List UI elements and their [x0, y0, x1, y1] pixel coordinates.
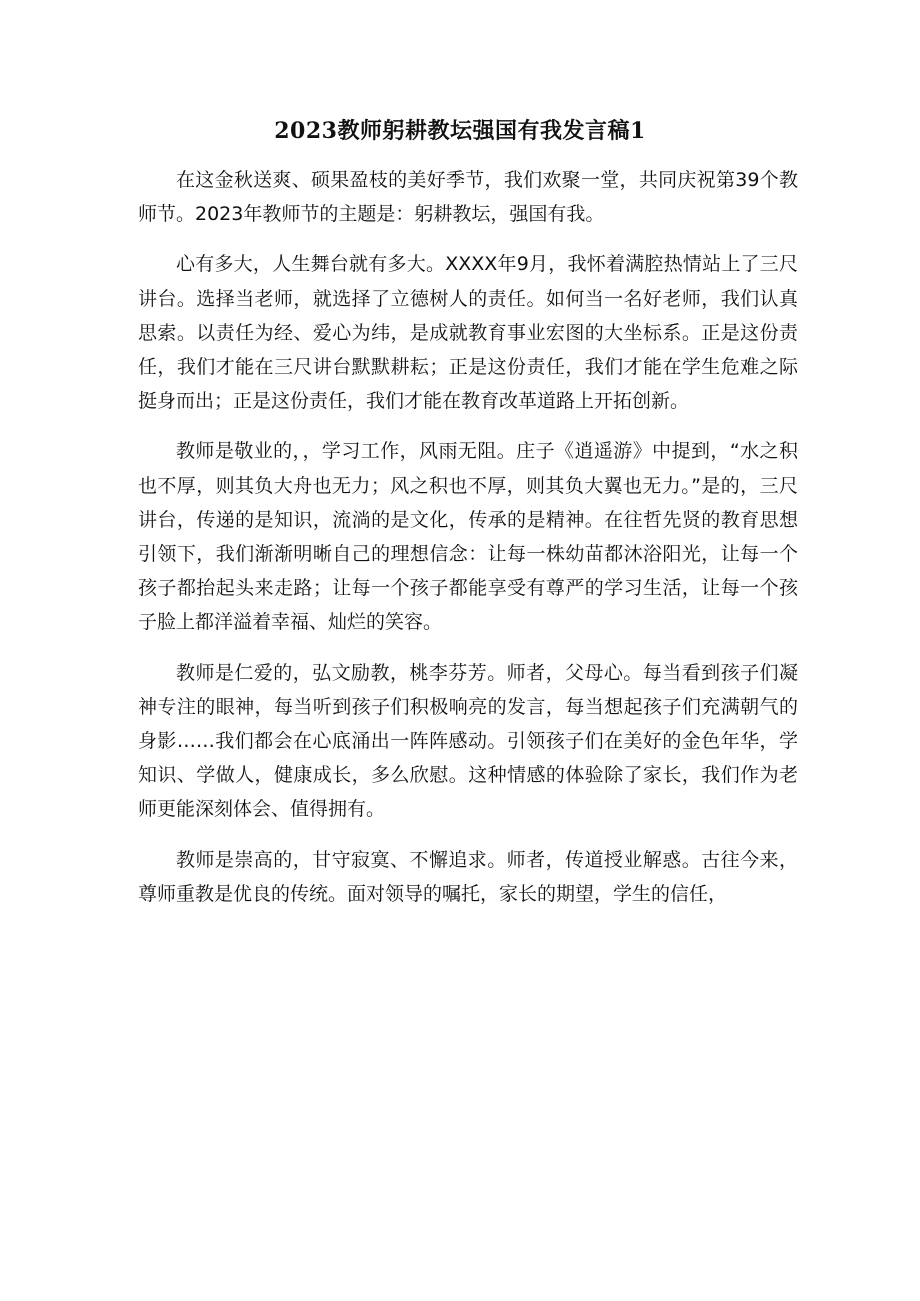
paragraph-2: 心有多大，人生舞台就有多大。XXXX年9月，我怀着满腔热情站上了三尺讲台。选择当老师，就选择了立德树人的责任。如何当一名好老师，我们认真思索。以责任为经、爱心为纬，是成就教育事业宏图的大坐标系。正是这份责任，我们才能在三尺讲台默默耕耘；正是这份责任，我们才能在学生危难之际挺身而出；正是这份责任，我们才能在教育改革道路上开拓创新。 — [138, 253, 798, 413]
paragraph-1: 在这金秋送爽、硕果盈枝的美好季节，我们欢聚一堂，共同庆祝第39个教师节。2023年教师节的主题是：躬耕教坛，强国有我。 — [138, 169, 798, 226]
document-title: 2023教师躬耕教坛强国有我发言稿1 — [274, 118, 646, 144]
document-body — [138, 163, 798, 911]
paragraph-5: 教师是崇高的，甘守寂寞、不懈追求。师者，传道授业解惑。古往今来，尊师重教是优良的传统。面对领导的嘱托，家长的期望，学生的信任， — [138, 848, 798, 905]
paragraph-3: 教师是敬业的，，学习工作，风雨无阻。庄子《逍遥游》中提到，“水之积也不厚，则其负大舟也无力；风之积也不厚，则其负大翼也无力。”是的，三尺讲台，传递的是知识，流淌的是文化，传承的是精神。在往哲先贤的教育思想引领下，我们渐渐明晰自己的理想信念：让每一株幼苗都沐浴阳光，让每一个孩子都抬起头来走路；让每一个孩子都能享受有尊严的学习生活，让每一个孩子脸上都洋溢着幸福、灿烂的笑容。 — [138, 440, 798, 634]
paragraph-4: 教师是仁爱的，弘文励教，桃李芬芳。师者，父母心。每当看到孩子们凝神专注的眼神，每当听到孩子们积极响亮的发言，每当想起孩子们充满朝气的身影……我们都会在心底涌出一阵阵感动。引领孩子们在美好的金色年华，学知识、学做人，健康成长，多么欣慰。这种情感的体验除了家长，我们作为老师更能深刻体会、值得拥有。 — [138, 661, 798, 821]
